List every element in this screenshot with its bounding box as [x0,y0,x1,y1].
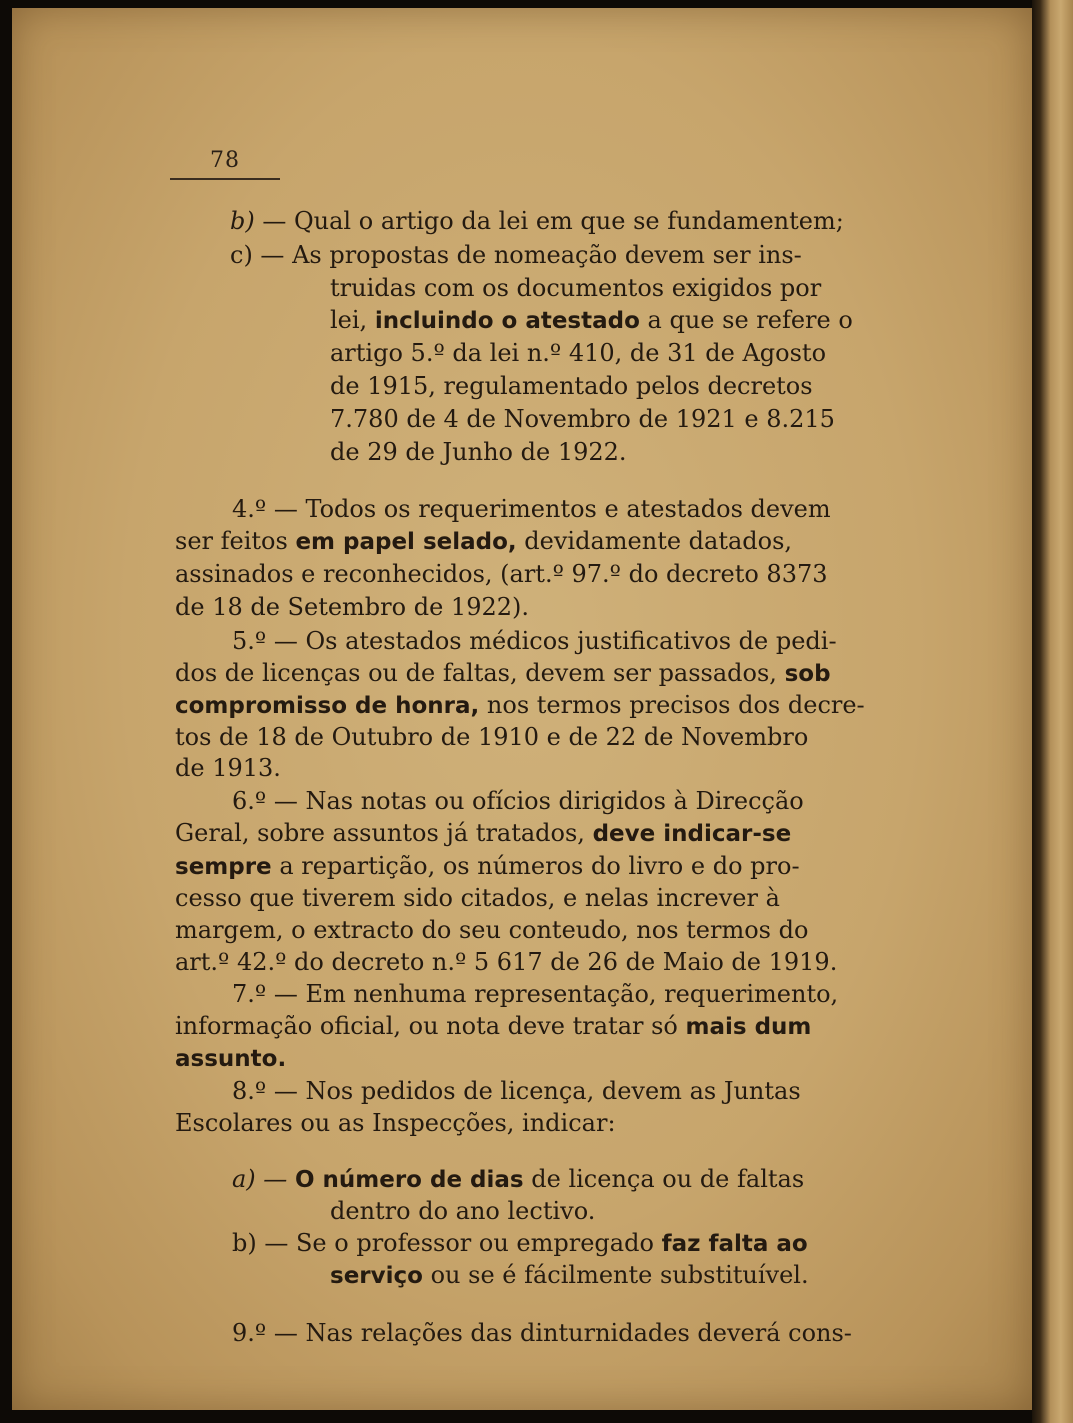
emphasis-text: faz falta ao [661,1231,808,1257]
text-segment: dentro do ano lectivo. [330,1197,596,1225]
text-segment: a que se refere o [647,306,853,334]
emphasis-text: incluindo o atestado [374,308,640,334]
text-line [232,1318,852,1348]
text-line [175,526,792,557]
text-segment: truidas com os documentos exigidos por [330,274,822,302]
emphasis-text: sempre [175,854,272,880]
text-line [175,947,837,977]
text-line [175,851,800,882]
text-segment: 8.º — Nos pedidos de licença, devem as Juntas [232,1077,801,1105]
text-segment: 5.º — Os atestados médicos justificativos de pedi- [232,627,837,655]
text-line [330,305,853,336]
text-segment: de licença ou de faltas [531,1165,805,1193]
text-segment: Geral, sobre assuntos já tratados, [175,819,585,847]
text-segment: informação oficial, ou nota deve tratar só [175,1012,678,1040]
text-segment: 7.780 de 4 de Novembro de 1921 e 8.215 [330,405,835,433]
text-segment: de 18 de Setembro de 1922). [175,593,529,621]
text-segment: de 29 de Junho de 1922. [330,438,627,466]
text-line [232,1076,801,1106]
text-line [175,915,808,945]
text-segment: nos termos precisos dos decre- [486,691,865,719]
text-segment: de 1913. [175,754,281,782]
text-segment: a repartição, os números do livro e do pro- [279,852,800,880]
emphasis-text: sob [784,661,831,687]
book-spine [1032,0,1073,1423]
text-segment: lei, [330,306,368,334]
emphasis-text: deve indicar-se [592,821,792,847]
text-line [175,883,780,913]
text-line [330,1196,595,1226]
text-segment: de 1915, regulamentado pelos decretos [330,372,813,400]
emphasis-text: assunto. [175,1046,287,1072]
text-line [330,273,855,303]
text-line [175,592,529,622]
text-line [330,371,813,401]
text-line [175,559,828,589]
text-segment: 7.º — Em nenhuma representação, requerimento, [232,980,839,1008]
text-line [232,786,804,816]
text-segment: margem, o extracto do seu conteudo, nos termos do [175,916,809,944]
text-segment: a) — [232,1165,288,1193]
text-segment: tos de 18 de Outubro de 1910 e de 22 de Novembro [175,723,809,751]
text-line [330,1260,809,1291]
text-segment: 6.º — Nas notas ou ofícios dirigidos à Direcção [232,787,804,815]
emphasis-text: compromisso de honra, [175,693,480,719]
text-segment: ou se é fácilmente substituível. [430,1261,809,1289]
text-line [330,437,627,467]
text-line [232,626,837,656]
text-segment: — Qual o artigo da lei em que se fundamentem; [254,207,844,235]
text-line [175,658,831,689]
text-line [232,1164,804,1195]
text-line [175,818,791,849]
page-number-rule [170,178,280,180]
text-line [175,1108,616,1138]
text-line [232,979,838,1009]
text-line: b) — Qual o artigo da lei em que se fundamentem; [230,207,844,235]
text-segment: devidamente datados, [524,527,793,555]
text-segment: artigo 5.º da lei n.º 410, de 31 de Agosto [330,339,827,367]
page-number: 78 [210,148,240,173]
text-segment: art.º 42.º do decreto n.º 5 617 de 26 de Maio de 1919. [175,948,838,976]
text-line [175,1011,811,1042]
text-segment: Escolares ou as Inspecções, indicar: [175,1109,616,1137]
text-segment: dos de licenças ou de faltas, devem ser passados, [175,659,777,687]
text-line [175,690,865,721]
text-segment: b) — Se o professor ou empregado [232,1229,654,1257]
text-line [175,1043,286,1074]
text-line [175,722,808,752]
text-segment: assinados e reconhecidos, (art.º 97.º do decreto 8373 [175,560,828,588]
text-line [232,1228,808,1259]
text-line [230,240,802,270]
text-segment: cesso que tiverem sido citados, e nelas increver à [175,884,780,912]
text-segment: 9.º — Nas relações das dinturnidades deverá cons- [232,1319,852,1347]
emphasis-text: serviço [330,1263,423,1289]
text-segment: c) — As propostas de nomeação devem ser ins- [230,241,802,269]
text-line [330,404,835,434]
text-segment: ser feitos [175,527,288,555]
emphasis-text: O número de dias [294,1167,524,1193]
text-line [175,753,281,783]
text-line [330,338,826,368]
text-segment: 4.º — Todos os requerimentos e atestados devem [232,495,831,523]
emphasis-text: mais dum [685,1014,812,1040]
emphasis-text: em papel selado, [295,529,517,555]
text-line [232,494,831,524]
